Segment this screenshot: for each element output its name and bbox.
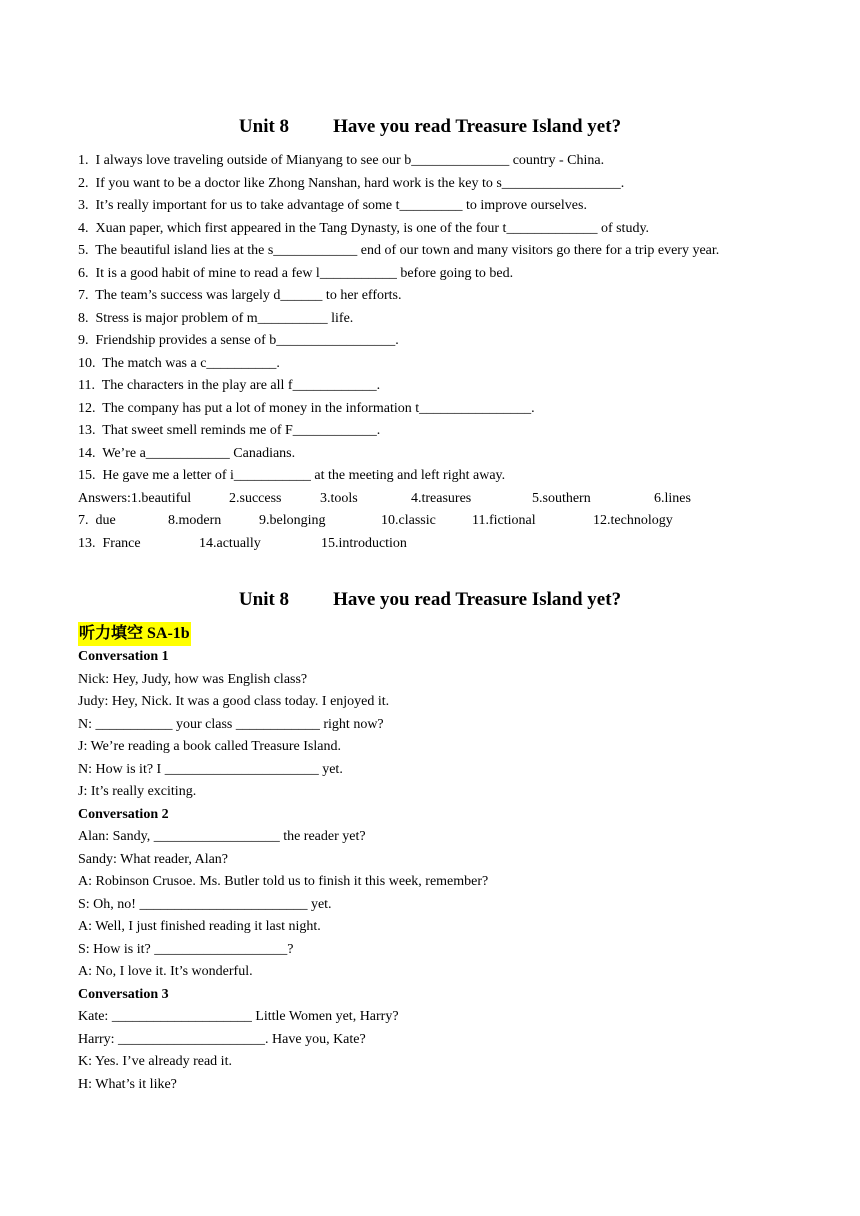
vocabulary-exercise <box>78 150 838 555</box>
exercise-item: 9. Friendship provides a sense of b_________________. <box>78 333 399 348</box>
answer-item: 14.actually <box>199 535 261 551</box>
answer-item: 4.treasures <box>411 490 472 506</box>
answer-item: 6.lines <box>654 490 691 506</box>
answer-item: 9.belonging <box>259 513 326 528</box>
exercise-item: 4. Xuan paper, which first appeared in the Tang Dynasty, is one of the four t_____________ of study. <box>78 220 650 236</box>
dialogue-line: H: What’s it like? <box>78 1076 177 1092</box>
answer-item: 3.tools <box>320 490 358 506</box>
dialogue-line: Kate: ____________________ Little Women yet, Harry? <box>78 1009 399 1024</box>
page-title-1 <box>0 116 860 138</box>
exercise-item: 1. I always love traveling outside of Mianyang to see our b______________ country - China. <box>78 153 605 168</box>
title-text: Have you read Treasure Island yet? <box>333 589 622 610</box>
dialogue-line: N: How is it? I ______________________ yet. <box>78 761 343 777</box>
answer-item: 13. France <box>78 535 141 551</box>
page-title-2 <box>0 589 860 611</box>
exercise-item: 11. The characters in the play are all f____________. <box>78 378 381 393</box>
dialogue-line: J: It’s really exciting. <box>78 784 197 799</box>
answer-item: Answers:1.beautiful <box>78 490 192 506</box>
listening-exercise <box>78 622 838 1096</box>
answer-item: 11.fictional <box>472 513 536 528</box>
exercise-item: 6. It is a good habit of mine to read a few l___________ before going to bed. <box>78 265 514 281</box>
dialogue-line: N: ___________ your class ____________ right now? <box>78 716 384 732</box>
exercise-item: 5. The beautiful island lies at the s____________ end of our town and many visitors go there for a trip every year. <box>78 243 720 258</box>
exercise-item: 14. We’re a____________ Canadians. <box>78 445 296 461</box>
title-text: Have you read Treasure Island yet? <box>333 116 622 137</box>
dialogue-line: K: Yes. I’ve already read it. <box>78 1054 232 1069</box>
dialogue-line: Alan: Sandy, __________________ the reader yet? <box>78 829 366 844</box>
answer-item: 2.success <box>229 490 282 506</box>
answer-item: 10.classic <box>381 513 436 528</box>
conversation-heading: Conversation 2 <box>78 806 169 822</box>
conversation-heading: Conversation 1 <box>78 649 169 664</box>
answer-item: 12.technology <box>593 513 673 528</box>
exercise-item: 7. The team’s success was largely d______ to her efforts. <box>78 288 402 303</box>
answers-row-2 <box>78 510 838 533</box>
exercise-item: 8. Stress is major problem of m__________ life. <box>78 310 354 326</box>
title-unit: Unit 8 <box>238 116 290 137</box>
title-unit: Unit 8 <box>238 589 290 610</box>
dialogue-line: A: Well, I just finished reading it last night. <box>78 919 321 934</box>
exercise-item: 13. That sweet smell reminds me of F____________. <box>78 423 381 438</box>
answer-item: 5.southern <box>532 490 591 506</box>
exercise-item: 2. If you want to be a doctor like Zhong Nanshan, hard work is the key to s_________________. <box>78 175 625 191</box>
dialogue-line: S: Oh, no! ________________________ yet. <box>78 896 332 912</box>
answer-item: 7. due <box>78 513 116 528</box>
dialogue-line: A: No, I love it. It’s wonderful. <box>78 964 253 979</box>
answers-row-3 <box>78 533 838 556</box>
section-label: 听力填空 SA-1b <box>78 622 191 646</box>
dialogue-line: S: How is it? ___________________? <box>78 941 294 957</box>
dialogue-line: A: Robinson Crusoe. Ms. Butler told us to finish it this week, remember? <box>78 874 489 889</box>
dialogue-line: J: We’re reading a book called Treasure Island. <box>78 739 341 754</box>
conversation-heading: Conversation 3 <box>78 986 169 1002</box>
dialogue-line: Sandy: What reader, Alan? <box>78 851 229 867</box>
answer-item: 15.introduction <box>321 535 407 551</box>
exercise-item: 15. He gave me a letter of i___________ at the meeting and left right away. <box>78 468 506 483</box>
answer-item: 8.modern <box>168 513 222 528</box>
dialogue-line: Nick: Hey, Judy, how was English class? <box>78 671 308 687</box>
dialogue-line: Harry: _____________________. Have you, Kate? <box>78 1031 366 1047</box>
exercise-item: 3. It’s really important for us to take advantage of some t_________ to improve ourselves. <box>78 198 587 213</box>
exercise-item: 12. The company has put a lot of money in the information t________________. <box>78 400 535 416</box>
dialogue-line: Judy: Hey, Nick. It was a good class today. I enjoyed it. <box>78 694 390 709</box>
exercise-item: 10. The match was a c__________. <box>78 355 280 371</box>
answers-row-1 <box>78 488 838 511</box>
